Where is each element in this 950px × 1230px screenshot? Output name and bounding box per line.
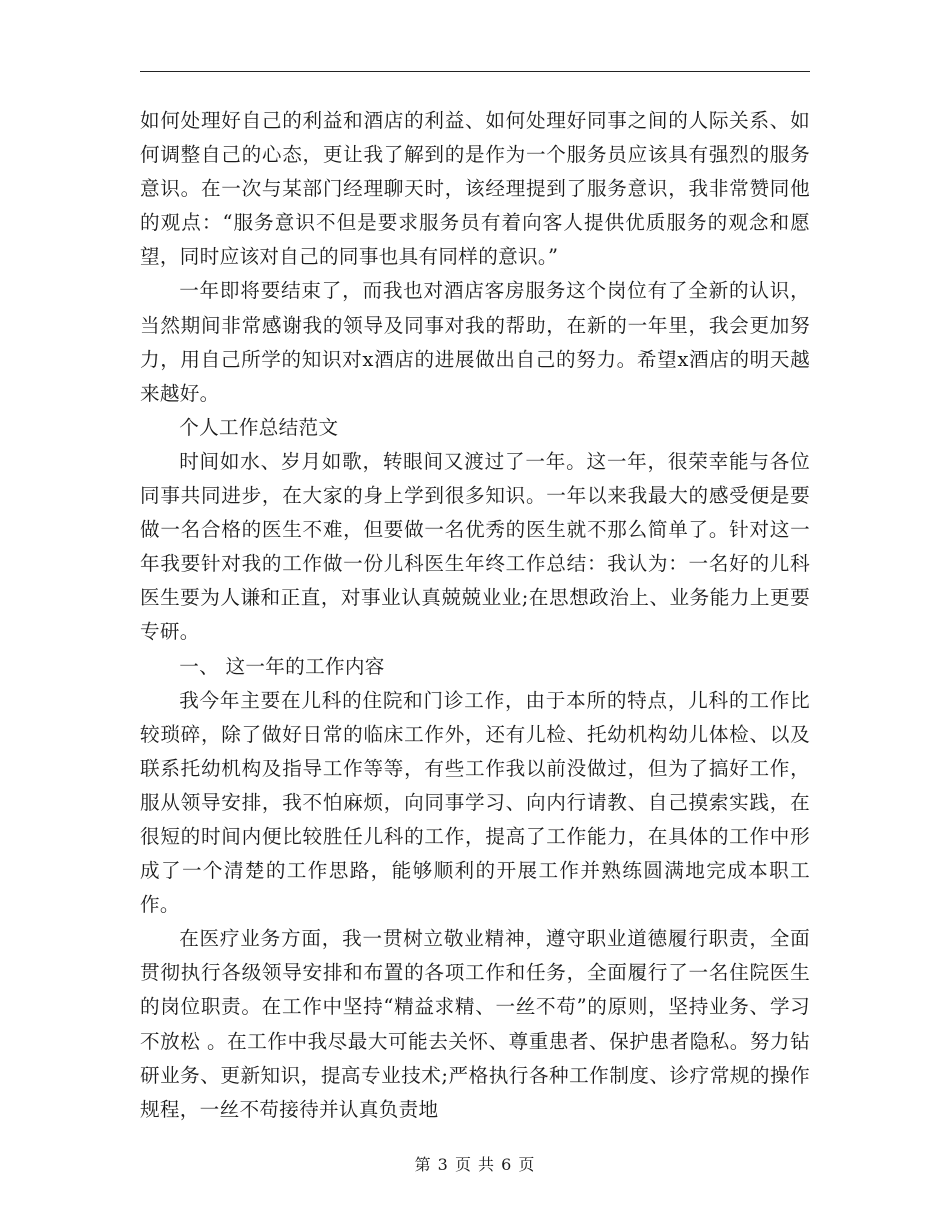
section-heading: 一、 这一年的工作内容 (179, 654, 385, 678)
paragraph-2: 一年即将要结束了，而我也对酒店客房服务这个岗位有了全新的认识，当然期间非常感谢我的领导及同事对我的帮助，在新的一年里，我会更加努力，用自己所学的知识对x酒店的进展做出自己的努力。希望x酒店的明天越来越好。 (140, 279, 810, 405)
footer-suffix: 页 (518, 1155, 536, 1174)
footer-page-number: 3 (437, 1155, 449, 1174)
page-footer (0, 1152, 950, 1175)
paragraph-5: 在医疗业务方面，我一贯树立敬业精神，遵守职业道德履行职责，全面贯彻执行各级领导安排和布置的各项工作和任务，全面履行了一名住院医生的岗位职责。在工作中坚持“精益求精、一丝不苟”的原则，坚持业务、学习不放松 。在工作中我尽最大可能去关怀、尊重患者、保护患者隐私。努力钻研业务、更新知识，提高专业技术;严格执行各种工作制度、诊疗常规的操作规程，一丝不苟接待并认真负责地 (140, 927, 810, 1121)
footer-middle: 页 共 (454, 1155, 496, 1174)
section-title: 个人工作总结范文 (179, 415, 339, 439)
paragraph-4: 我今年主要在儿科的住院和门诊工作，由于本所的特点，儿科的工作比较琐碎，除了做好日常的临床工作外，还有儿检、托幼机构幼儿体检、以及联系托幼机构及指导工作等等，有些工作我以前没做过，但为了搞好工作，服从领导安排，我不怕麻烦，向同事学习、向内行请教、自己摸索实践，在很短的时间内便比较胜任儿科的工作，提高了工作能力，在具体的工作中形成了一个清楚的工作思路，能够顺利的开展工作并熟练圆满地完成本职工作。 (140, 688, 810, 917)
header-rule (140, 71, 810, 72)
paragraph-1: 如何处理好自己的利益和酒店的利益、如何处理好同事之间的人际关系、如何调整自己的心态，更让我了解到的是作为一个服务员应该具有强烈的服务意识。在一次与某部门经理聊天时，该经理提到了服务意识，我非常赞同他的观点：“服务意识不但是要求服务员有着向客人提供优质服务的观念和愿望，同时应该对自己的同事也具有同样的意识。” (140, 109, 810, 269)
document-body (140, 104, 810, 1127)
footer-total-pages: 6 (501, 1155, 513, 1174)
footer-prefix: 第 (414, 1155, 432, 1174)
paragraph-3: 时间如水、岁月如歌，转眼间又渡过了一年。这一年，很荣幸能与各位同事共同进步，在大家的身上学到很多知识。一年以来我最大的感受便是要做一名合格的医生不难，但要做一名优秀的医生就不那么简单了。针对这一年我要针对我的工作做一份儿科医生年终工作总结：我认为：一名好的儿科医生要为人谦和正直，对事业认真兢兢业业;在思想政治上、业务能力上更要专研。 (140, 449, 810, 644)
